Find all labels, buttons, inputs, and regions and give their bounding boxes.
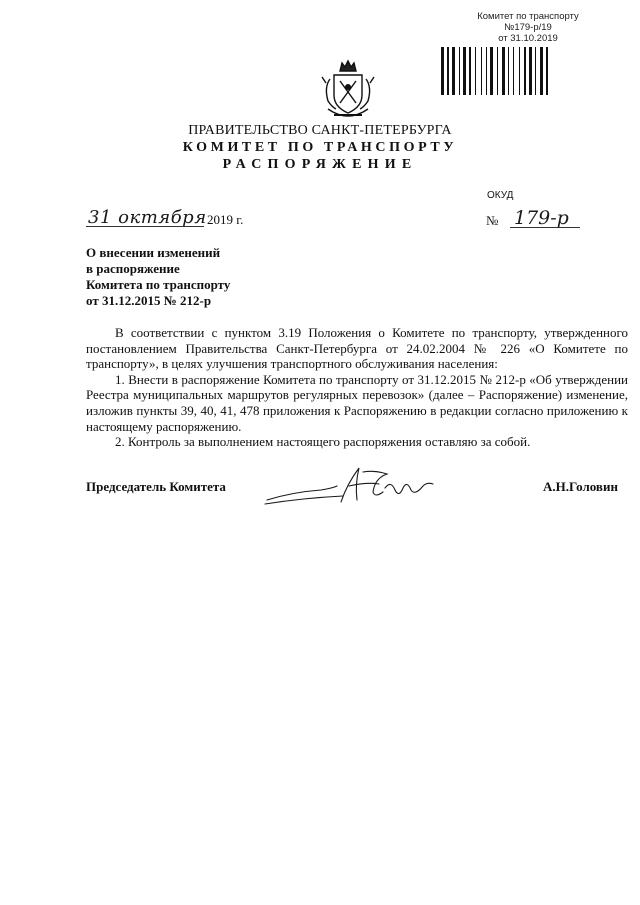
document-body [86, 325, 628, 450]
stamp-line-1: Комитет по транспорту [477, 11, 579, 22]
number-underline [510, 227, 580, 228]
committee-title: КОМИТЕТ ПО ТРАНСПОРТУ [182, 140, 458, 155]
handwritten-number: 179-р [514, 207, 569, 229]
document-type: РАСПОРЯЖЕНИЕ [222, 157, 418, 172]
stamp-line-2: №179-р/19 [504, 22, 552, 33]
handwritten-signature [263, 462, 443, 508]
subject-line: Комитета по транспорту [86, 277, 231, 292]
number-sign: № [486, 213, 499, 228]
government-title: ПРАВИТЕЛЬСТВО САНКТ-ПЕТЕРБУРГА [188, 123, 452, 138]
registration-stamp [468, 11, 588, 44]
date-year: 2019 г. [207, 212, 244, 227]
handwritten-date: 31 октября [88, 207, 207, 228]
subject-line: от 31.12.2015 № 212-р [86, 293, 212, 308]
body-paragraph: В соответствии с пунктом 3.19 Положения о Комитете по транспорту, утвержденного постановлением Правительства Санкт-Петербурга от 24.02.2004 № 226 «О Комитете по транспорту», в целях улучшения транспортного обслуживания населения: [86, 325, 628, 372]
subject-line: в распоряжение [86, 261, 180, 276]
document-subject [86, 245, 346, 309]
body-paragraph: 2. Контроль за выполнением настоящего распоряжения оставляю за собой. [115, 434, 531, 450]
barcode-icon [441, 47, 591, 95]
subject-line: О внесении изменений [86, 245, 221, 260]
date-underline [86, 226, 204, 227]
okud-label: ОКУД [487, 190, 514, 201]
spb-coat-of-arms-icon [320, 57, 376, 121]
body-paragraph: 1. Внести в распоряжение Комитета по транспорту от 31.12.2015 № 212-р «Об утверждении Реестра муниципальных маршрутов регулярных перевозок» (далее – Распоряжение) изменение, изложив пункты 39, 40, 41, 478 приложения к Распоряжению в редакции согласно приложению к настоящему распоряжению. [86, 371, 628, 434]
document-number [486, 207, 596, 235]
stamp-line-3: от 31.10.2019 [498, 33, 558, 44]
signatory-title: Председатель Комитета [86, 479, 226, 494]
document-date [86, 205, 256, 233]
signatory-name: А.Н.Головин [543, 479, 618, 494]
